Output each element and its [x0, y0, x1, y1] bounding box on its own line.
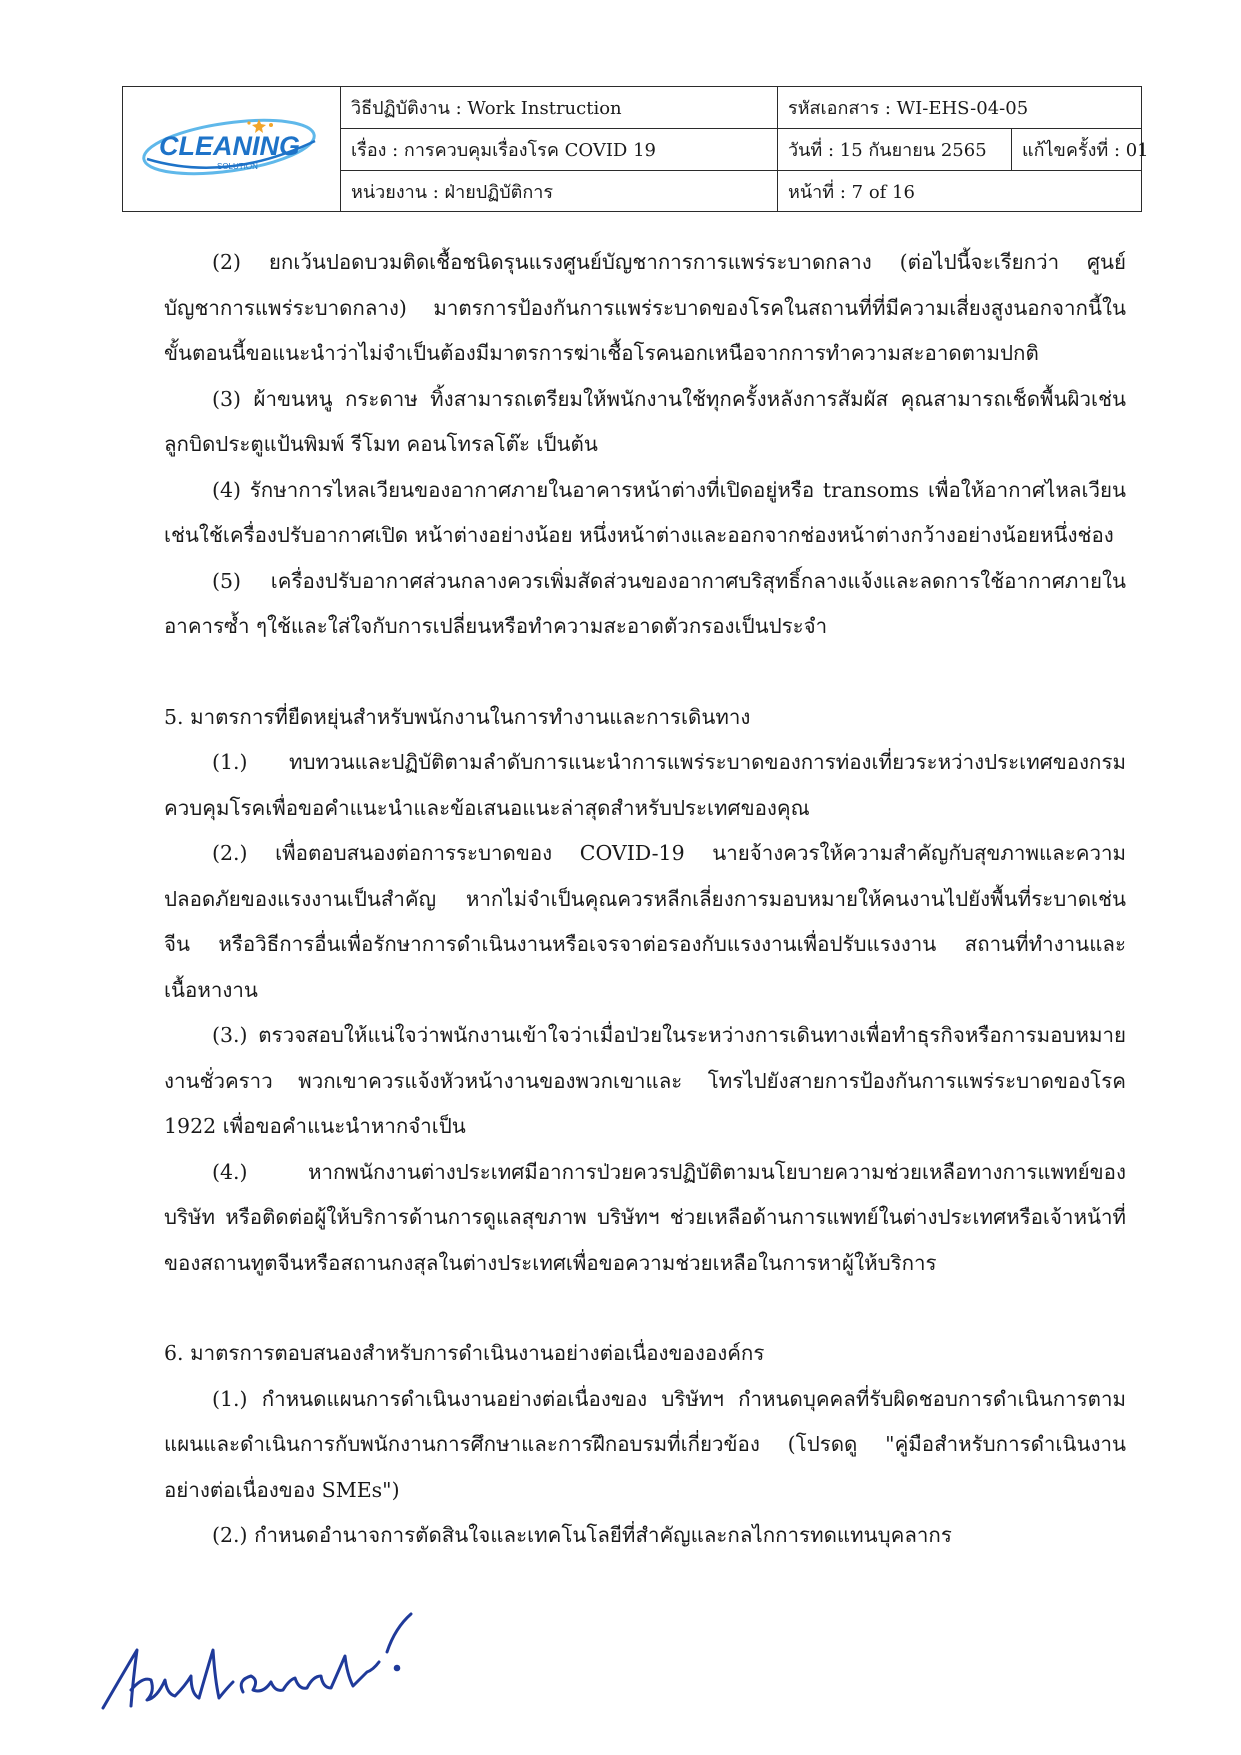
header-doc-code-cell	[778, 87, 1141, 129]
logo-cell	[123, 87, 341, 211]
header-date-cell	[778, 129, 1012, 171]
section-5-item-4: (4.) หากพนักงานต่างประเทศมีอาการป่วยควรปฏิบัติตามนโยบายความช่วยเหลือทางการแพทย์ของ บริษัท หรือติดต่อผู้ให้บริการด้านการดูแลสุขภาพ บริษัทฯ ช่วยเหลือด้านการแพทย์ในต่างประเทศหรือเจ้าหน้าที่ของสถานทูตจีนหรือสถานกงสุลในต่างประเทศเพื่อขอความช่วยเหลือในการหาผู้ให้บริการ	[164, 1159, 1126, 1275]
header-doc-code: รหัสเอกสาร : WI-EHS-04-05	[788, 98, 1029, 119]
paragraph-item-3: (3) ผ้าขนหนู กระดาษ ทิ้งสามารถเตรียมให้พนักงานใช้ทุกครั้งหลังการสัมผัส คุณสามารถเช็ดพื้นผิวเช่นลูกบิดประตูแป้นพิมพ์ รีโมท คอนโทรลโต๊ะ เป็นต้น	[164, 386, 1126, 456]
document-body	[164, 240, 1126, 1559]
section-5-item-2: (2.) เพื่อตอบสนองต่อการระบาดของ COVID-19 นายจ้างควรให้ความสำคัญกับสุขภาพและความปลอดภัยของแรงงานเป็นสำคัญ หากไม่จำเป็นคุณควรหลีกเลี่ยงการมอบหมายให้คนงานไปยังพื้นที่ระบาดเช่นจีน หรือวิธีการอื่นเพื่อรักษาการดำเนินงานหรือเจรจาต่อรองกับแรงงานเพื่อปรับแรงงาน สถานที่ทำงานและเนื้อหางาน	[164, 841, 1126, 1002]
paragraph-item-4: (4) รักษาการไหลเวียนของอากาศภายในอาคารหน้าต่างที่เปิดอยู่หรือ transoms เพื่อให้อากาศไหลเวียนเช่นใช้เครื่องปรับอากาศเปิด หน้าต่างอย่างน้อย หนึ่งหน้าต่างและออกจากช่องหน้าต่างกว้างอย่างน้อยหนึ่งช่อง	[164, 477, 1126, 547]
header-revision: แก้ไขครั้งที่ : 01	[1022, 140, 1149, 161]
section-6-item-1: (1.) กำหนดแผนการดำเนินงานอย่างต่อเนื่องของ บริษัทฯ กำหนดบุคคลที่รับผิดชอบการดำเนินการตามแผนและดำเนินการกับพนักงานการศึกษาและการฝึกอบรมที่เกี่ยวข้อง (โปรดดู "คู่มือสำหรับการดำเนินงานอย่างต่อเนื่องของ SMEs")	[164, 1386, 1126, 1502]
header-subject-cell	[341, 129, 778, 171]
paragraph-item-5: (5) เครื่องปรับอากาศส่วนกลางควรเพิ่มสัดส่วนของอากาศบริสุทธิ์กลางแจ้งและลดการใช้อากาศภายในอาคารซ้ำ ๆใช้และใส่ใจกับการเปลี่ยนหรือทำความสะอาดตัวกรองเป็นประจำ	[164, 568, 1126, 638]
section-6-item-2: (2.) กำหนดอำนาจการตัดสินใจและเทคโนโลยีที่สำคัญและกลไกการทดแทนบุคลากร	[212, 1523, 952, 1547]
logo-text: CLEANING	[159, 131, 300, 161]
section-5-item-1: (1.) ทบทวนและปฏิบัติตามลำดับการแนะนำการแพร่ระบาดของการท่องเที่ยวระหว่างประเทศของกรมควบคุมโรคเพื่อขอคำแนะนำและข้อเสนอแนะล่าสุดสำหรับประเทศของคุณ	[164, 750, 1126, 820]
header-page-number: หน้าที่ : 7 of 16	[788, 181, 915, 203]
header-title-cell	[341, 87, 778, 129]
section-5-item-3: (3.) ตรวจสอบให้แน่ใจว่าพนักงานเข้าใจว่าเมื่อป่วยในระหว่างการเดินทางเพื่อทำธุรกิจหรือการมอบหมายงานชั่วคราว พวกเขาควรแจ้งหัวหน้างานของพวกเขาและ โทรไปยังสายการป้องกันการแพร่ระบาดของโรค 1922 เพื่อขอคำแนะนำหากจำเป็น	[164, 1023, 1126, 1138]
header-subject: เรื่อง : การควบคุมเรื่องโรค COVID 19	[351, 140, 656, 161]
header-page-cell	[778, 171, 1141, 211]
header-work-instruction: วิธีปฏิบัติงาน : Work Instruction	[351, 98, 622, 119]
logo-subtext: SOLUTION	[217, 162, 258, 171]
section-5-title: 5. มาตรการที่ยืดหยุ่นสำหรับพนักงานในการทำงานและการเดินทาง	[164, 704, 751, 729]
paragraph-item-2: (2) ยกเว้นปอดบวมติดเชื้อชนิดรุนแรงศูนย์บัญชาการการแพร่ระบาดกลาง (ต่อไปนี้จะเรียกว่า ศูนย์บัญชาการแพร่ระบาดกลาง) มาตรการป้องกันการแพร่ระบาดของโรคในสถานที่ที่มีความเสี่ยงสูงนอกจากนี้ในขั้นตอนนี้ขอแนะนำว่าไม่จำเป็นต้องมีมาตรการฆ่าเชื้อโรคนอกเหนือจากการทำความสะอาดตามปกติ	[164, 250, 1126, 365]
header-date: วันที่ : 15 กันยายน 2565	[788, 140, 987, 161]
document-header-table	[122, 86, 1149, 212]
header-department: หน่วยงาน : ฝ่ายปฏิบัติการ	[351, 181, 554, 203]
company-logo	[137, 111, 327, 183]
header-department-cell	[341, 171, 778, 211]
handwritten-signature	[95, 1610, 415, 1720]
section-6-title: 6. มาตรการตอบสนองสำหรับการดำเนินงานอย่างต่อเนื่องขององค์กร	[164, 1341, 765, 1365]
header-revision-cell	[1012, 129, 1149, 171]
